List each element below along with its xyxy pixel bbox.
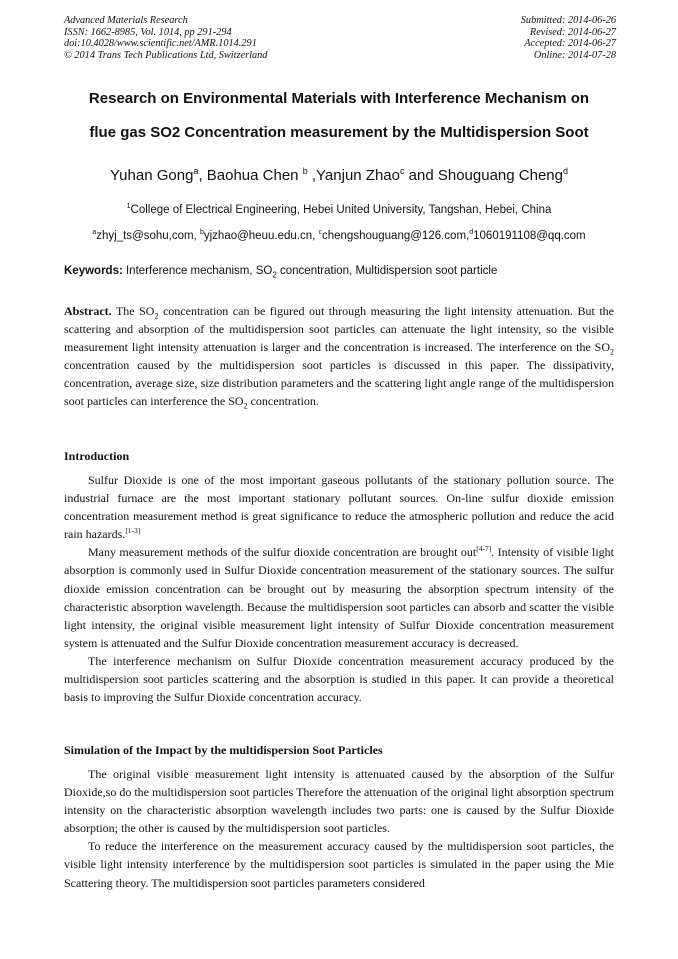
- abstract-text-3: concentration caused by the multidispersion soot particles is discussed in this paper. The dissipativity, concentration, average size, size distribution parameters and the scattering light angle range of the multidispersion soot particles can interference the SO: [64, 358, 614, 409]
- abstract-text-4: concentration.: [247, 394, 319, 409]
- abstract: [64, 302, 614, 411]
- online-date: Online: 2014-07-28: [533, 49, 616, 61]
- paper-title-line-1: Research on Environmental Materials with Interference Mechanism on: [88, 90, 590, 107]
- keywords-text-2: concentration, Multidispersion soot particle: [276, 265, 498, 277]
- affiliation-marker: 1: [126, 203, 131, 210]
- author-3-marker: c: [400, 166, 405, 176]
- intro-paragraph-2: [64, 543, 614, 652]
- abstract-paragraph: [64, 302, 614, 411]
- abstract-text-2: concentration can be figured out through measuring the light intensity attenuation. But the scattering and absorption of the multidispersion soot particles can attenuate the light intensity, so the visible measurement light intensity attenuation is larger and the concentration is increased. The interference on the SO: [64, 304, 615, 355]
- issn-line: ISSN: 1662-8985, Vol. 1014, pp 291-294: [64, 26, 232, 38]
- affiliation-text: College of Electrical Engineering, Hebei United University, Tangshan, Hebei, China: [130, 203, 552, 216]
- abstract-label: Abstract.: [64, 304, 112, 318]
- email-1-marker: a: [92, 229, 97, 236]
- abstract-sub-3: 2: [243, 401, 248, 411]
- intro-p1-citation[interactable]: [1-3]: [125, 526, 141, 536]
- keywords: [64, 265, 616, 279]
- abstract-sub-2: 2: [610, 347, 614, 357]
- sim-paragraph-2: To reduce the interference on the measurement accuracy caused by the multidispersion soot particles, the visible light intensity interference by the multidispersion soot particles is simulated in the paper using the Mie Scattering theory. The multidispersion soot particles parameters considered: [64, 839, 614, 890]
- abstract-sub-1: 2: [154, 311, 159, 321]
- author-emails: [40, 229, 638, 242]
- keywords-subscript: 2: [272, 270, 277, 280]
- intro-p2-text-b: . Intensity of visible light absorption is commonly used in Sulfur Dioxide concentration measurement of the stationary sources. The sulfur dioxide emission concentration can be brought out by measuring the absorption spectrum intensity of the characteristic absorption wavelength. Because the multidispersion soot particles can absorb and scatter the visible light intensity, the original visible measurement light intensity of Sulfur Dioxide concentration measurement system is attenuated and the Sulfur Dioxide concentration measurement accuracy is decreased.: [64, 545, 614, 650]
- email-4-marker: d: [469, 229, 474, 236]
- simulation-body: [64, 765, 614, 892]
- email-3: chengshouguang@126.com,: [322, 229, 470, 242]
- intro-p2-citation[interactable]: [4-7]: [476, 544, 492, 554]
- doi-line: doi:10.4028/www.scientific.net/AMR.1014.291: [64, 38, 257, 49]
- copyright-line: © 2014 Trans Tech Publications Ltd, Switzerland: [64, 49, 268, 61]
- keywords-label: Keywords:: [64, 265, 123, 277]
- email-4: 1060191108@qq.com: [473, 229, 586, 242]
- paper-title-line-2: flue gas SO2 Concentration measurement by the Multidispersion Soot: [89, 124, 589, 141]
- affiliation: [40, 203, 638, 216]
- email-3-marker: c: [318, 229, 322, 236]
- sim-paragraph-1: The original visible measurement light intensity is attenuated caused by the absorption of the Sulfur Dioxide,so do the multidispersion soot particles Therefore the attenuation of the original light absorption spectrum intensity on the characteristic absorption wavelength includes two parts: one is caused by the Sulfur Dioxide absorption; the other is caused by the multidispersion soot particles.: [64, 767, 614, 836]
- email-1: zhyj_ts@sohu,com,: [96, 229, 200, 242]
- author-1: Yuhan Gong: [110, 167, 194, 184]
- section-heading-simulation: Simulation of the Impact by the multidispersion Soot Particles: [64, 743, 383, 757]
- author-4-marker: d: [562, 166, 568, 176]
- submitted-date: Submitted: 2014-06-26: [520, 15, 616, 26]
- author-1-marker: a: [193, 166, 199, 176]
- accepted-date: Accepted: 2014-06-27: [524, 38, 616, 49]
- header-dates: [521, 15, 616, 61]
- header-publication-info: [64, 15, 267, 61]
- abstract-text-1: The SO: [111, 304, 155, 318]
- author-2-marker: b: [302, 166, 308, 176]
- author-4: and Shouguang Cheng: [404, 167, 563, 184]
- revised-date: Revised: 2014-06-27: [529, 26, 616, 38]
- intro-p1-text: Sulfur Dioxide is one of the most important gaseous pollutants of the stationary pollution source. The industrial furnace are the most important stationary pollutant sources. On-line sulfur dioxide emission concentration measurement method is great significance to reduce the atmospheric pollution and reduce the acid rain hazards.: [64, 473, 614, 542]
- intro-paragraph-3: The interference mechanism on Sulfur Dioxide concentration measurement accuracy produced by the multidispersion soot particles scattering and the absorption is studied in this paper. It can provide a theoretical basis to improving the Sulfur Dioxide concentration accuracy.: [64, 653, 614, 705]
- author-list: [40, 166, 638, 184]
- email-2-marker: b: [199, 229, 204, 236]
- keywords-text-1: Interference mechanism, SO: [122, 265, 273, 277]
- introduction-body: [64, 471, 614, 706]
- intro-p2-text-a: Many measurement methods of the sulfur dioxide concentration are brought out: [88, 545, 477, 560]
- section-heading-introduction: Introduction: [64, 449, 130, 463]
- author-2: , Baohua Chen: [198, 167, 299, 184]
- author-3: ,Yanjun Zhao: [307, 167, 400, 184]
- intro-paragraph-1: [64, 471, 614, 543]
- email-2: yjzhao@heuu.edu.cn,: [203, 229, 319, 242]
- journal-name: Advanced Materials Research: [64, 15, 188, 26]
